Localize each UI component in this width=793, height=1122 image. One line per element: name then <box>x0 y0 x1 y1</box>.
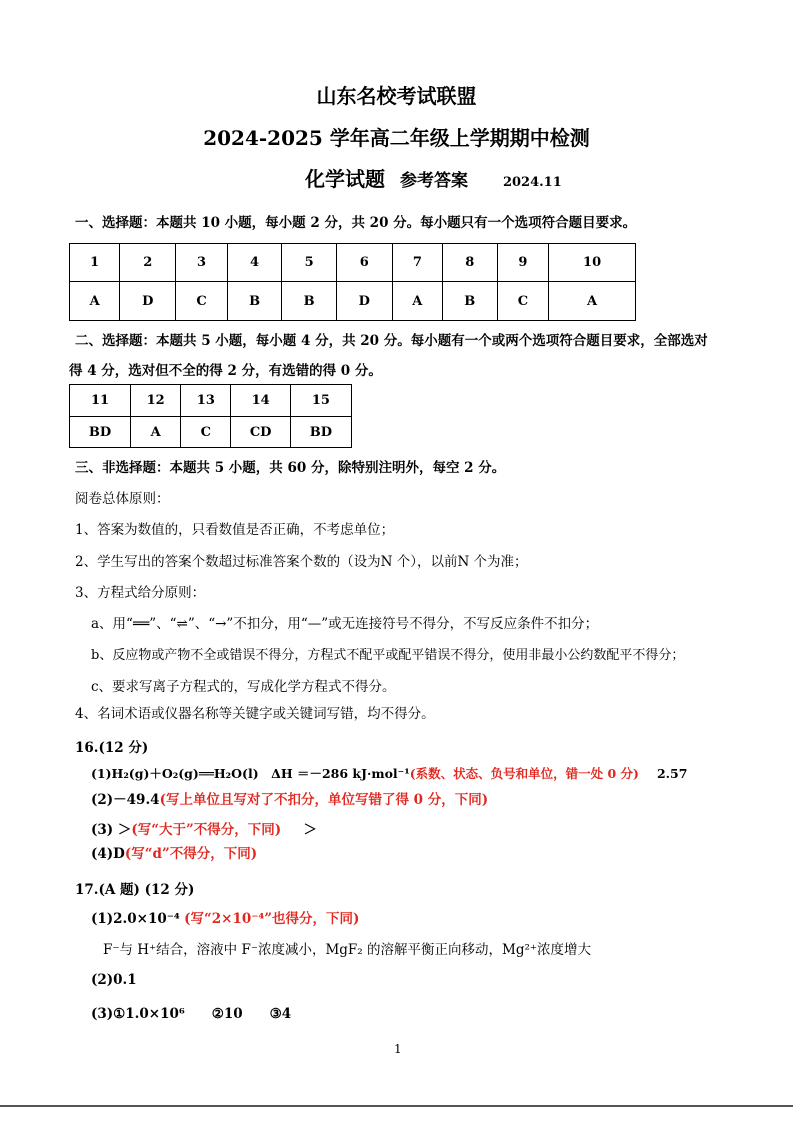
q6-number: 6 <box>336 244 392 282</box>
page-bottom-divider <box>0 1105 793 1107</box>
page-number: 1 <box>394 1042 402 1056</box>
q16-a3-note: (写“大于”不得分，下同) <box>131 822 282 838</box>
section2-heading-line1: 二、选择题：本题共 5 小题，每小题 4 分，共 20 分。每小题有一个或两个选项符合题目要求，全部选对 <box>75 333 708 349</box>
q13-answer: C <box>181 417 231 448</box>
q9-number: 9 <box>497 244 549 282</box>
q16-a3-value2: ＞ <box>303 822 317 838</box>
q1-number: 1 <box>70 244 120 282</box>
q8-answer: B <box>443 282 498 321</box>
q16-answer-1 <box>91 764 687 782</box>
q17-answer-1 <box>91 907 359 927</box>
q6-answer: D <box>336 282 392 321</box>
q3-number: 3 <box>176 244 228 282</box>
q16-a1-value: 2.57 <box>656 766 688 781</box>
principles-title: 阅卷总体原则： <box>75 491 170 507</box>
principle-3a: a、用“══”、“⇌”、“→”不扣分，用“—”或无连接符号不得分，不写反应条件不扣分； <box>91 616 599 632</box>
section3-heading: 三、非选择题：本题共 5 小题，共 60 分，除特别注明外，每空 2 分。 <box>75 460 506 476</box>
q16-a4-value: (4)D <box>91 846 125 862</box>
section2-heading-line2: 得 4 分，选对但不全的得 2 分，有选错的得 0 分。 <box>69 363 382 379</box>
header-subject-line <box>305 163 562 192</box>
q4-number: 4 <box>227 244 282 282</box>
q13-number: 13 <box>181 385 231 417</box>
q16-a4-note: (写“d”不得分，下同) <box>124 846 258 862</box>
q17-a1-note: (写“2×10⁻⁴”也得分，下同) <box>184 911 360 927</box>
q17-title: 17.(A 题) (12 分) <box>75 882 195 898</box>
q10-answer: A <box>549 282 636 321</box>
principle-3c: c、要求写离子方程式的，写成化学方程式不得分。 <box>91 679 396 695</box>
q17-answer-3: (3)①1.0×10⁶ ②10 ③4 <box>91 1006 292 1022</box>
section1-answer-row <box>70 282 636 321</box>
principle-1: 1、答案为数值的，只看数值是否正确，不考虑单位； <box>75 522 395 538</box>
q16-a2-note: (写上单位且写对了不扣分，单位写错了得 0 分，下同) <box>159 792 489 808</box>
q12-number: 12 <box>131 385 181 417</box>
q14-answer: CD <box>231 417 290 448</box>
q16-answer-3 <box>91 818 317 838</box>
q16-a3-value: (3) ＞ <box>91 822 132 838</box>
section1-answer-table <box>69 243 636 321</box>
q15-number: 15 <box>290 385 351 417</box>
q1-answer: A <box>70 282 120 321</box>
principle-3b: b、反应物或产物不全或错误不得分，方程式不配平或配平错误不得分，使用非最小公约数配平不得分； <box>91 648 685 663</box>
q14-number: 14 <box>231 385 290 417</box>
section1-heading: 一、选择题：本题共 10 小题，每小题 2 分，共 20 分。每小题只有一个选项符合题目要求。 <box>75 215 637 231</box>
principle-2: 2、学生写出的答案个数超过标准答案个数的（设为N 个），以前N 个为准； <box>75 554 528 570</box>
q16-title: 16.(12 分) <box>75 740 149 756</box>
q3-answer: C <box>176 282 228 321</box>
q7-answer: A <box>392 282 442 321</box>
header-org: 山东名校考试联盟 <box>316 84 477 108</box>
q5-number: 5 <box>282 244 337 282</box>
section1-number-row <box>70 244 636 282</box>
section2-answer-row <box>70 417 352 448</box>
q16-answer-2 <box>91 788 488 808</box>
q16-a1-equation: (1)H₂(g)＋O₂(g)══H₂O(l) ΔH ＝－286 kJ·mol⁻¹ <box>91 766 410 781</box>
q2-number: 2 <box>120 244 176 282</box>
q17-answer-2: (2)0.1 <box>91 972 137 988</box>
q16-answer-4 <box>91 842 257 862</box>
q10-number: 10 <box>549 244 636 282</box>
header-doc-type: 参考答案 <box>399 171 468 191</box>
q7-number: 7 <box>392 244 442 282</box>
q16-a2-value: (2)－49.4 <box>91 792 160 808</box>
q17-a1-value: (1)2.0×10⁻⁴ <box>91 911 180 927</box>
section2-number-row <box>70 385 352 417</box>
header-exam: 2024-2025 学年高二年级上学期期中检测 <box>203 126 590 150</box>
section2-answer-table <box>69 384 352 448</box>
q12-answer: A <box>131 417 181 448</box>
q15-answer: BD <box>290 417 351 448</box>
header-date: 2024.11 <box>502 175 562 190</box>
q8-number: 8 <box>443 244 498 282</box>
q16-a1-note: (系数、状态、负号和单位，错一处 0 分) <box>409 766 639 781</box>
q11-number: 11 <box>70 385 131 417</box>
principle-3: 3、方程式给分原则： <box>75 585 206 601</box>
q17-a1-explanation: F⁻与 H⁺结合，溶液中 F⁻浓度减小，MgF₂ 的溶解平衡正向移动，Mg²⁺浓度增大 <box>103 942 592 958</box>
header-subject: 化学试题 <box>305 167 385 191</box>
q2-answer: D <box>120 282 176 321</box>
q5-answer: B <box>282 282 337 321</box>
q4-answer: B <box>227 282 282 321</box>
q11-answer: BD <box>70 417 131 448</box>
principle-4: 4、名词术语或仪器名称等关键字或关键词写错，均不得分。 <box>75 706 435 722</box>
q9-answer: C <box>497 282 549 321</box>
